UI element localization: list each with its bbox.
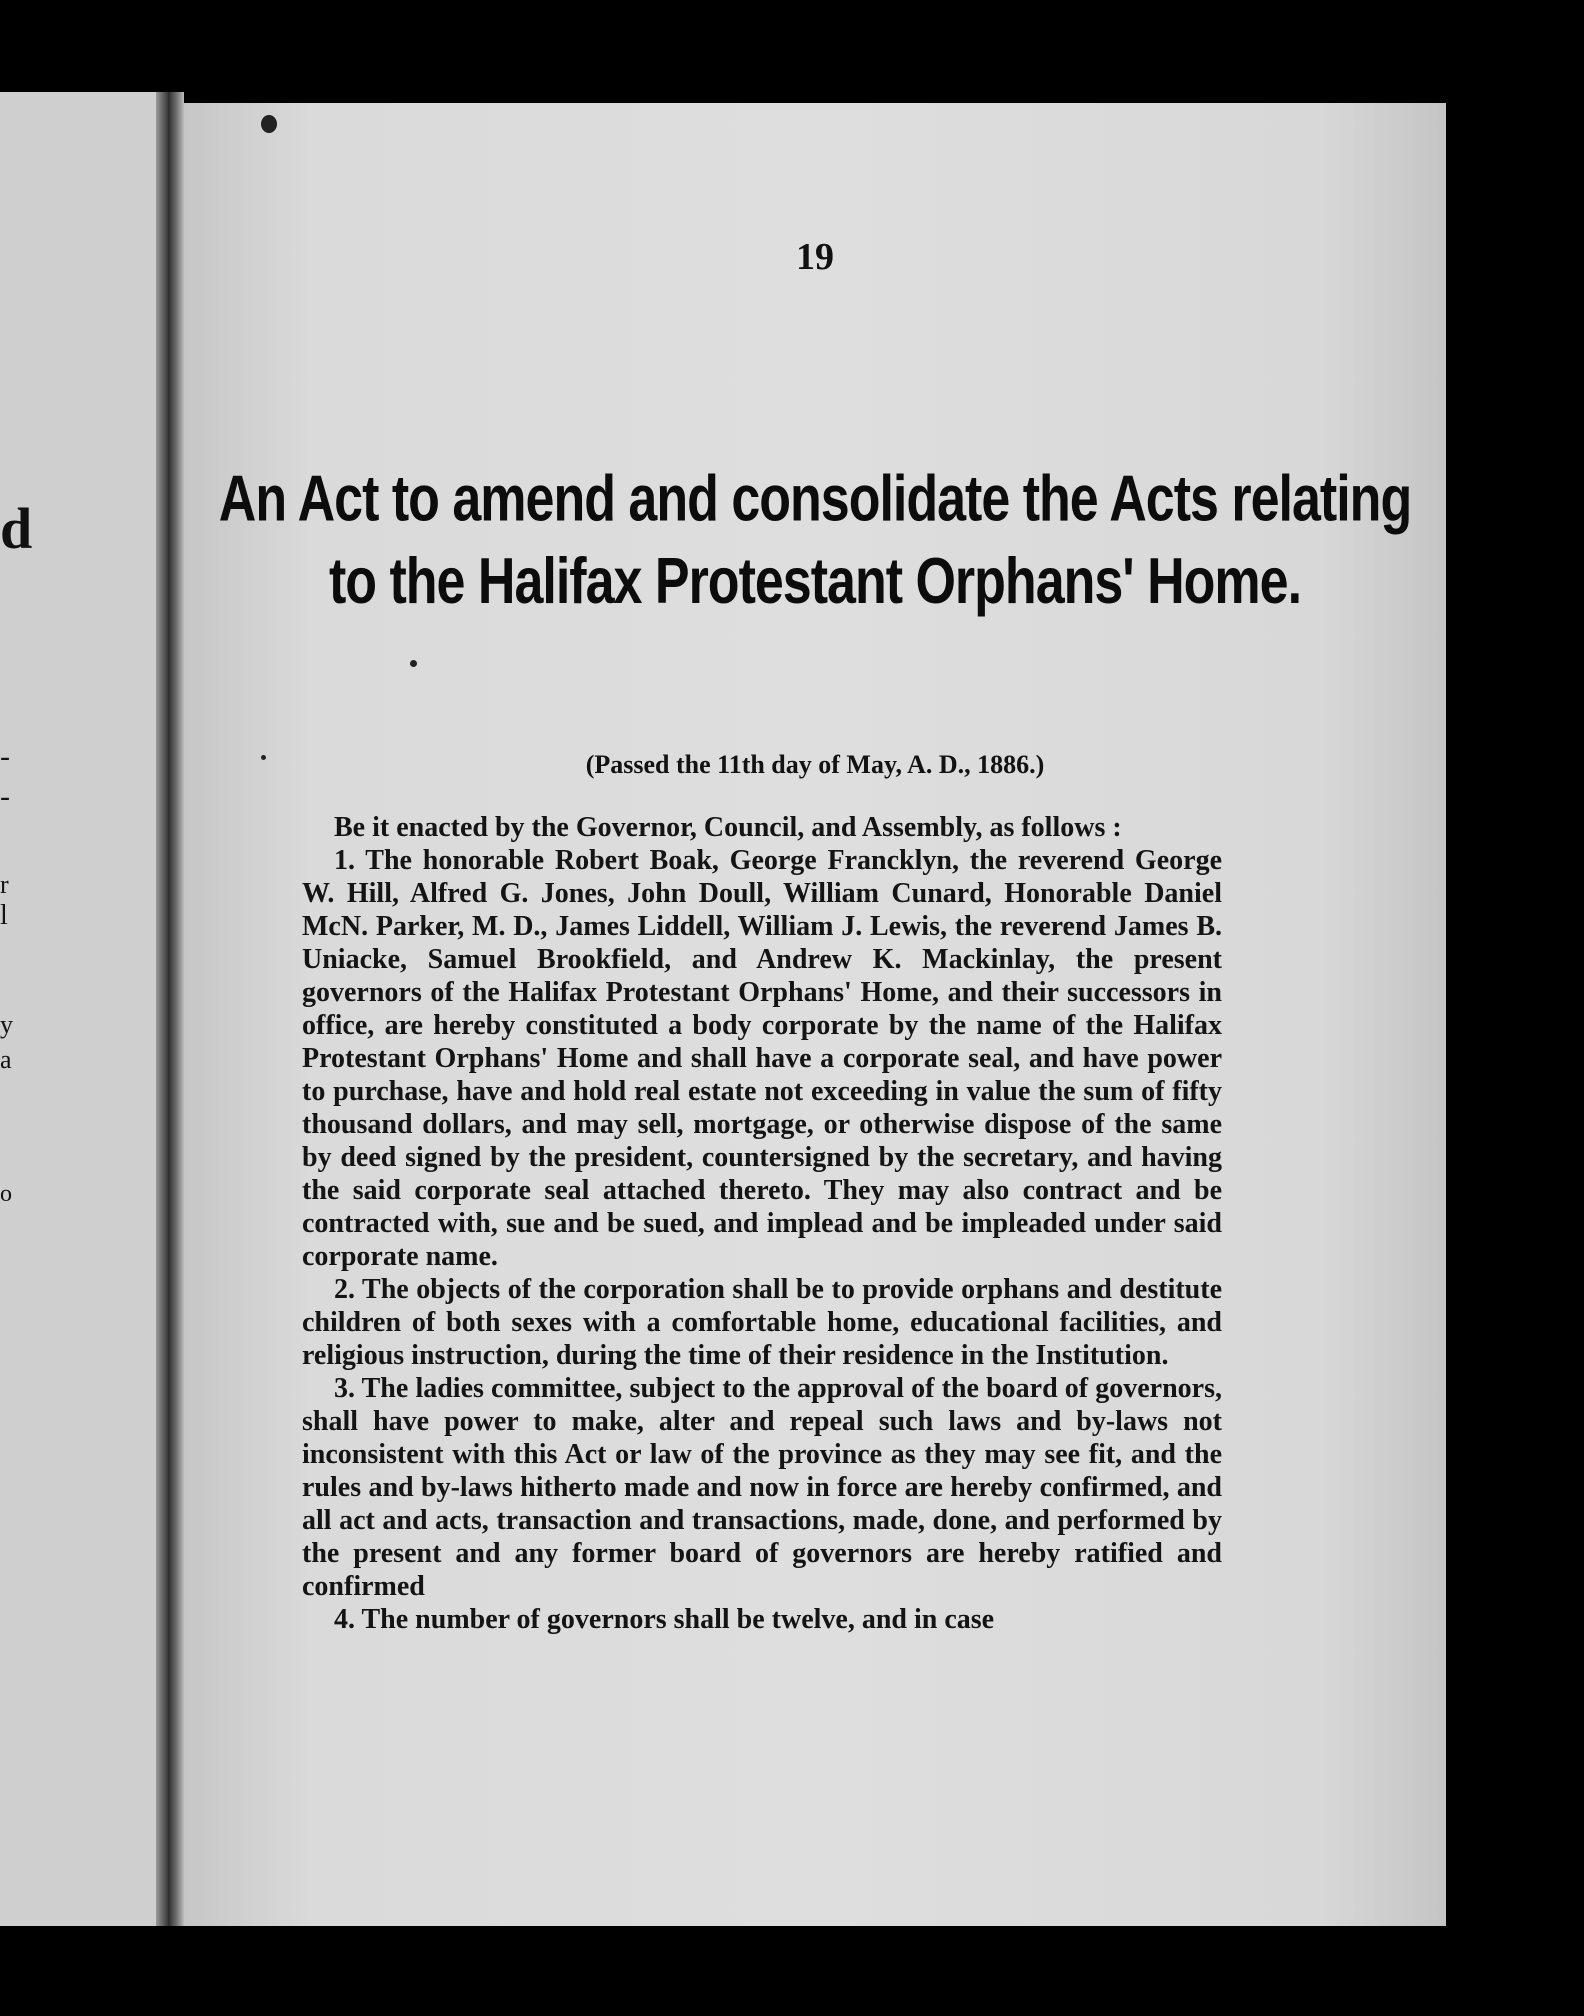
book-gutter [168,92,184,1927]
facing-page-fragment: a [0,1045,12,1074]
scan-border-right [1446,100,1584,1926]
page-number: 19 [796,236,834,278]
facing-page-fragment: d [0,496,33,561]
document-page [184,103,1446,1926]
facing-page-fragment: - [0,780,10,813]
page-shadow [156,92,168,1927]
facing-page-fragment: r [0,870,9,899]
act-title [184,458,1446,623]
facing-page-fragment: l [0,900,8,931]
facing-page-fragment: o [0,1181,12,1207]
section-paragraph: 3. The ladies committee, subject to the approval of the board of governors, shall have power to make, alter and repeal such laws and by-laws not inconsistent with this Act or law of the province as they may see fit, and the rules and by-laws hitherto made and now in force are hereby confirmed, and all act and acts, transaction and transactions, made, done, and performed by the present and any former board of governors are hereby ratified and confirmed [302,1373,1222,1602]
section-paragraph: 1. The honorable Robert Boak, George Francklyn, the reverend George W. Hill, Alfred G. Jones, John Doull, William Cunard, Honorable Daniel McN. Parker, M. D., James Liddell, William J. Lewis, the reverend James B. Uniacke, Samuel Brookfield, and Andrew K. Mackinlay, the present governors of the Halifax Protestant Orphans' Home, and their successors in office, are hereby constituted a body corporate by the name of the Halifax Protestant Orphans' Home and shall have a corporate seal, and have power to purchase, have and hold real estate not exceeding in value the sum of fifty thousand dollars, and may sell, mortgage, or otherwise dispose of the same by deed signed by the president, countersigned by the secretary, and having the said corporate seal attached thereto. They may also contract and be contracted with, sue and be sued, and implead and be impleaded under said corporate name. [302,845,1222,1272]
scan-border-top [0,0,1584,100]
act-body [302,811,1222,1636]
facing-page-fragment: y [0,1010,13,1039]
passed-date-note: (Passed the 11th day of May, A. D., 1886.) [585,750,1045,779]
ink-speck [261,115,277,133]
act-title-line: to the Halifax Protestant Orphans' Home. [328,545,1302,618]
section-paragraph: 2. The objects of the corporation shall be to provide orphans and destitute children of both sexes with a comfortable home, educational facilities, and religious instruction, during the time of their residence in the Institution. [302,1274,1222,1371]
enacting-clause: Be it enacted by the Governor, Council, and Assembly, as follows : [334,812,1122,843]
act-title-line: An Act to amend and consolidate the Acts relating [218,463,1412,536]
facing-page-fragment: - [0,740,10,773]
facing-page-edge [0,92,168,1927]
ink-speck [410,660,417,667]
scan-border-bottom [0,1926,1584,2016]
section-paragraph: 4. The number of governors shall be twelve, and in case [334,1604,995,1635]
